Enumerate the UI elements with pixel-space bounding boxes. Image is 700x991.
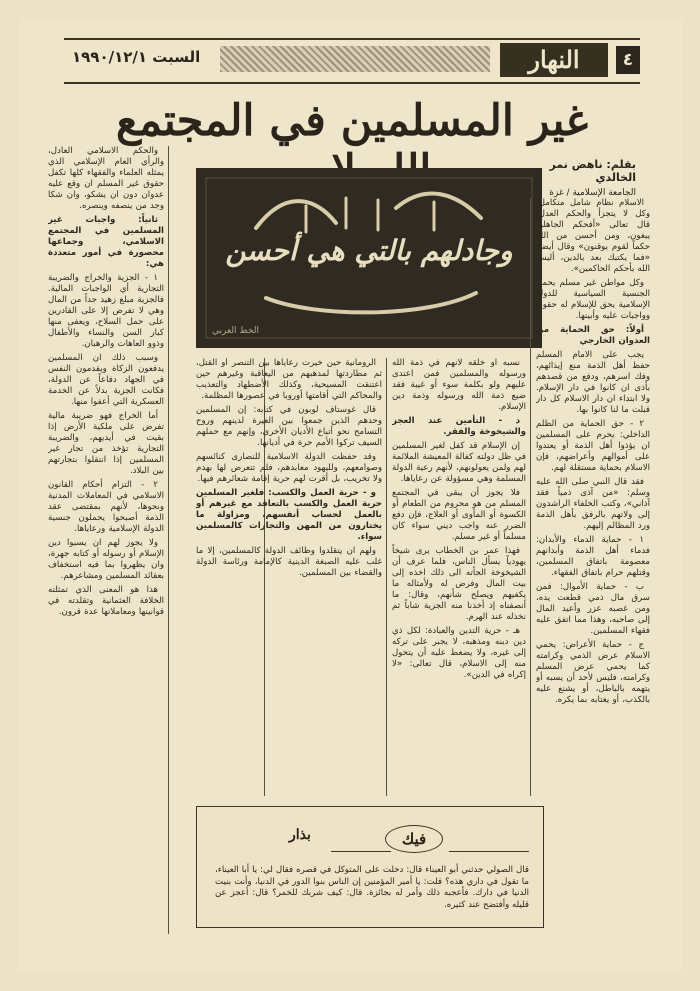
subheading: و - حرية العمل والكسب: فلغير المسلمين حرية العمل والكسب بالتعاقد مع غيرهم أو بالعمل لحساب أنفسهم، ومزاولة ما يختارون من المهن والتجارات كالمسلمين سواء. (196, 488, 382, 542)
paragraph: ب - حماية الأموال: فمن سرق مال ذمي قطعت يده، ومن غصبه عزر وأعيد المال إلى صاحبه، وهذا مما اتفق عليه فقهاء المسلمين. (536, 582, 650, 636)
paragraph: ولهم ان يتقلدوا وظائف الدولة كالمسلمين، إلا ما غلب عليه الصبغة الدينية كالإمامة ورئاسة الدولة والقضاء بين المسلمين. (196, 546, 382, 578)
box-rule (449, 851, 529, 852)
article-column-center-left (196, 358, 382, 796)
paragraph: الرومانية حين خيرت رعاياها بين التنصر أو القتل، ثم مطاردتها لمذهبهم من اليعاقبة وغيرهم حين اعتنقت المسيحية، وكذلك الأضطهاد والتعذيب والمحاكم التي أقامتها أوروبا في عصورها المظلمة. (196, 358, 382, 401)
box-rule (331, 851, 391, 852)
paragraph: ٢ - حق الحماية من الظلم الداخلي: يحرم على المسلمين ان يؤذوا أهل الذمة أو يعتدوا على أموالهم وأعراضهم، فإن الاسلام بحماية مستقلة لهم. (536, 419, 650, 473)
paragraph: نسبه او خلقه لانهم في ذمة الله ورسوله والمسلمين فمن اعتدى عليهم ولو بكلمة سوء أو غيبة فقد ضيع ذمة الله ورسوله وذمة دين الإسلام. (392, 358, 526, 412)
paragraph: قال غوستاف لوبون في كتابه: إن المسلمين وحدهم الذين جمعوا بين الغيرة لدينهم وروح التسامح نحو أتباع الأديان الأخرى، وإنهم مع حملهم السيف تركوا الأمم حرة في أديانها. (196, 405, 382, 448)
article-column-left (48, 146, 164, 936)
paragraph: فهذا عمر بن الخطاب يرى شيخاً يهودياً يسأل الناس، فلما عرف أن الشيخوخة الجأته الى ذلك اخذه إلى بيت المال وفرض له ولأمثاله ما يكفيهم ويصلح شأنهم، وقال: ما أنصفناه إذ أخذنا منه الجزية شاباً ثم نخذله عند الهرم. (392, 546, 526, 622)
column-divider (530, 198, 531, 796)
newspaper-page (18, 18, 682, 973)
masthead (64, 38, 640, 84)
paragraph: يجب على الامام المسلم حفظ أهل الذمة منع إيذائهم، وفك اسرهم، ودفع من قصدهم بأذى ان كانوا في دار الإسلام. ولا ابتداء ان دار الاسلام كل دار قبلت ما لنا كانوا بها. (536, 350, 650, 415)
paragraph: وكل مواطن غير مسلم يحمل الجنسية السياسية للدولة الإسلامية يحق للإسلام له حقوقاً وواجبات عليه وأبينها. (536, 278, 650, 321)
paragraph: هذا هو المعنى الذي تمثلته الخلافة العثمانية وتقلدته في قوانينها ومعاملاتها عدة قرون. (48, 585, 164, 617)
calligraphy-image (196, 168, 542, 348)
headline: غير المسلمين في المجتمع (116, 96, 588, 146)
newspaper-logo: النهار (500, 43, 608, 77)
calligraphy-signature: الخط العربي (212, 326, 260, 336)
issue-date: السبت ١٩٩٠/١٢/١ (72, 48, 201, 66)
paragraph: ٢ - التزام أحكام القانون الاسلامي في المعاملات المدنية ونحوها، لأنهم بمقتضى عقد الذمة أصبحوا يحملون جنسية الدولة الإسلامية ورعاياها. (48, 480, 164, 534)
masthead-band (220, 46, 490, 72)
subheading: د - التأمين عند العجز والشيخوخة والفقر. (392, 416, 526, 437)
calligraphy-text: وجادلهم بالتي هي أحسن (225, 234, 513, 267)
anecdote-box (196, 806, 544, 928)
article-column-center-right (392, 358, 526, 796)
subheading: ثانياً: واجبات غير المسلمين في المجتمع الاسلامي، وجماعها محصورة في أمور متعددة هي: (48, 215, 164, 269)
paragraph: ١ - الجزية والخراج والضريبة التجارية أي الواجبات المالية. فالجزية مبلغ زهيد جداً من المال وهي لا تفرض إلا على القادرين على حمل السلاح، ويعفى منها كبار السن والنساء والأطفال وذوو العاهات والرهبان. (48, 273, 164, 349)
column-divider (386, 358, 387, 796)
paragraph: هـ - حرية التدين والعبادة: لكل ذي دين دينه ومذهبه، لا يجبر على تركه إلى غيره، ولا يضغط عليه أن يتحول منه إلى الاسلام، قال تعالى: «لا إكراه في الدين». (392, 626, 526, 680)
paragraph: الاسلام نظام شامل متكامل، وكل لا يتجزأ والحكم العدل، قال تعالى «أفحكم الجاهلية يبغون، ومن أحسن من الله حكماً لقوم يوقنون» وقال أيضاً: «فما يكتبك بعد بالدين، أليس الله بأحكم الحاكمين». (536, 198, 650, 274)
paragraph: ج - حماية الأعراض: يحمي الاسلام عرض الذمي وكرامته كما يحمي عرض المسلم وكرامته، فليس لأحد أن يسبه أو يتهمه بالباطل، أو يشنع عليه بالكذب، أو يغتابه بما يكره. (536, 640, 650, 705)
paragraph: ولا يجوز لهم ان يسبوا دين الإسلام أو رسوله أو كتابه جهرة، وان يظهروا بما فيه استخفاف بعقائد المسلمين ومشاعرهم. (48, 538, 164, 581)
paragraph: ١ - حماية الدماء والأبدان: فدماء أهل الذمة وأبدانهم معصومة باتفاق المسلمين، وقتلهم حرام باتفاق الفقهاء. (536, 535, 650, 578)
page-number: ٤ (616, 46, 640, 74)
paragraph: فقد قال النبي صلى الله عليه وسلم: «من آذى ذمياً فقد آذاني»، وكتب الخلفاء الراشدون إلى ولاتهم بالرفق بأهل الذمة ورد المظالم إليهم. (536, 477, 650, 531)
subheading: أولاً: حق الحماية من العدوان الخارجي (536, 325, 650, 346)
paragraph: والحكم الاسلامي العادل، والرأي العام الإسلامي الذي يمثله العلماء والفقهاء كلها تكفل حقوق غير المسلم ان وقع عليه عدوان دون ان يشكو، وان شكا وجد من ينصفه وينصره. (48, 146, 164, 211)
author-name: بقلم: ناهض نمر الخالدي (549, 158, 636, 184)
box-author: بذار (289, 827, 311, 843)
article-column-right (536, 198, 650, 968)
paragraph: فلا يجوز أن يبقى في المجتمع المسلم من هو محروم من الطعام أو الكسوة أو المأوى أو العلاج، فإن دفع الضرر عنه واجب ديني سواء كان مسلماً أو غير مسلم. (392, 488, 526, 542)
column-divider (168, 146, 169, 934)
paragraph: إن الإسلام قد كفل لغير المسلمين في ظل دولته كفالة المعيشة الملائمة لهم ولمن يعولونهم، لأنهم رعية الدولة المسلمة وهي مسؤولة عن رعاياها. (392, 441, 526, 484)
author-affiliation: الجامعة الإسلامية / غزة (549, 188, 636, 198)
box-text: قال الصولي حدثني أبو العيناء قال: دخلت على المتوكل في قصره فقال لي: يا أبا العيناء، ما تقول في داري هذه؟ قلت: يا أمير المؤمنين إن الناس بنوا الدور في الدنيا، وأنت بنيت الدنيا في دارك. فأعجبه ذلك وأمر له بجائزة. قال: كيف شربك للخمر؟ قال: أعجز عن قليله وأفتضح عند كثيره. (215, 865, 529, 910)
paragraph: وقد حفظت الدولة الاسلامية للنصارى كنائسهم وصوامعهم، ولليهود معابدهم، فلم تتعرض لها بهدم ولا تخريب، بل أقرت لهم حرية إقامة شعائرهم فيها. (196, 452, 382, 484)
box-title: فيك (385, 825, 443, 853)
paragraph: وسبب ذلك ان المسلمين يدفعون الزكاة ويقدمون النفس في الجهاد دفاعاً عن الدولة، فكانت الجزية بدلاً عن الخدمة العسكرية التي أعفوا منها. (48, 353, 164, 407)
paragraph: أما الخراج فهو ضريبة مالية تفرض على ملكية الأرض إذا بقيت في أيديهم، والضريبة التجارية تؤخذ من تجار غير المسلمين إذا انتقلوا بتجارتهم بين البلاد. (48, 411, 164, 476)
